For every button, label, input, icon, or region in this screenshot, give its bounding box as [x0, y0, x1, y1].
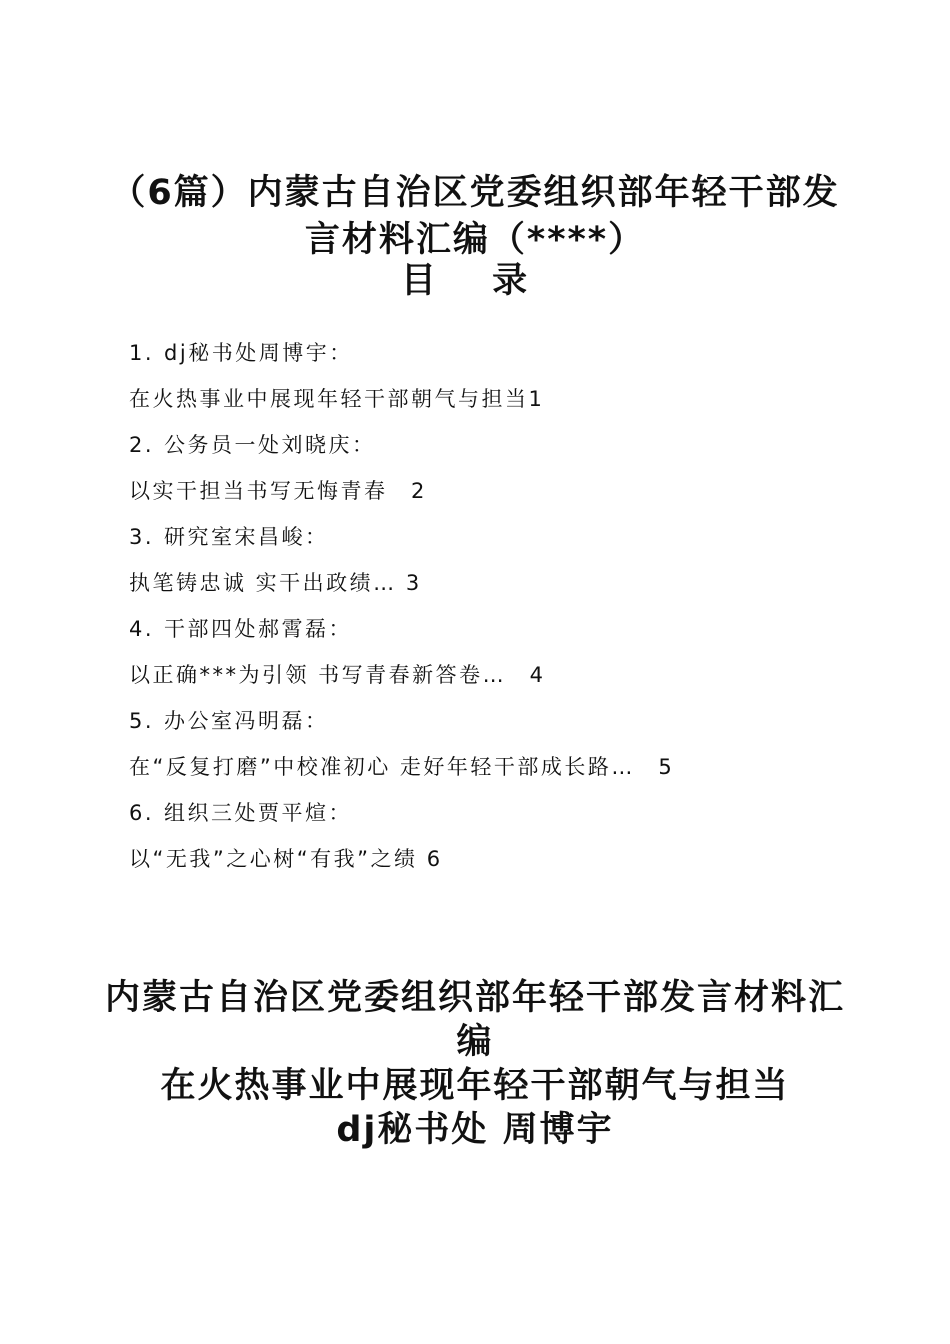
toc-item-speaker: 组织三处贾平煊：: [164, 801, 353, 825]
toc-item-speaker: 干部四处郝霄磊：: [164, 617, 353, 641]
toc-item-number: 1.: [129, 341, 155, 365]
toc-item-speaker: 办公室冯明磊：: [164, 709, 329, 733]
section-article-title: 在火热事业中展现年轻干部朝气与担当: [160, 1066, 790, 1106]
toc-item-1-speaker[interactable]: [129, 330, 849, 376]
toc-item-3-topic[interactable]: 执笔铸忠诚 实干出政绩… 3: [129, 571, 422, 595]
section-heading-block: [100, 976, 850, 1152]
toc-item-2-topic[interactable]: 以实干担当书写无悔青春 2: [129, 479, 427, 503]
toc-item-6-topic[interactable]: 以“无我”之心树“有我”之绩 6: [129, 847, 443, 871]
toc-item-speaker: dj秘书处周博宇：: [164, 341, 353, 365]
toc-item-4-topic[interactable]: 以正确***为引领 书写青春新答卷… 4: [129, 663, 546, 687]
toc-item-number: 3.: [129, 525, 155, 549]
toc-item-5-topic[interactable]: 在“反复打磨”中校准初心 走好年轻干部成长路… 5: [129, 755, 675, 779]
table-of-contents: [129, 330, 849, 882]
section-collection-title: 内蒙古自治区党委组织部年轻干部发言材料汇编: [104, 978, 845, 1062]
toc-item-number: 2.: [129, 433, 155, 457]
toc-item-speaker: 研究室宋昌峻：: [164, 525, 329, 549]
toc-item-number: 6.: [129, 801, 155, 825]
toc-item-2-speaker[interactable]: [129, 422, 849, 468]
section-author: dj秘书处 周博宇: [336, 1110, 614, 1150]
toc-item-4-speaker[interactable]: [129, 606, 849, 652]
toc-item-number: 4.: [129, 617, 155, 641]
toc-item-1-topic[interactable]: 在火热事业中展现年轻干部朝气与担当1: [129, 387, 545, 411]
toc-item-speaker: 公务员一处刘晓庆：: [164, 433, 376, 457]
toc-item-number: 5.: [129, 709, 155, 733]
toc-item-3-speaker[interactable]: [129, 514, 849, 560]
toc-item-6-speaker[interactable]: [129, 790, 849, 836]
document-title: （6篇）内蒙古自治区党委组织部年轻干部发言材料汇编（****）: [110, 173, 840, 260]
toc-heading: 目 录: [400, 261, 550, 301]
toc-item-5-speaker[interactable]: [129, 698, 849, 744]
